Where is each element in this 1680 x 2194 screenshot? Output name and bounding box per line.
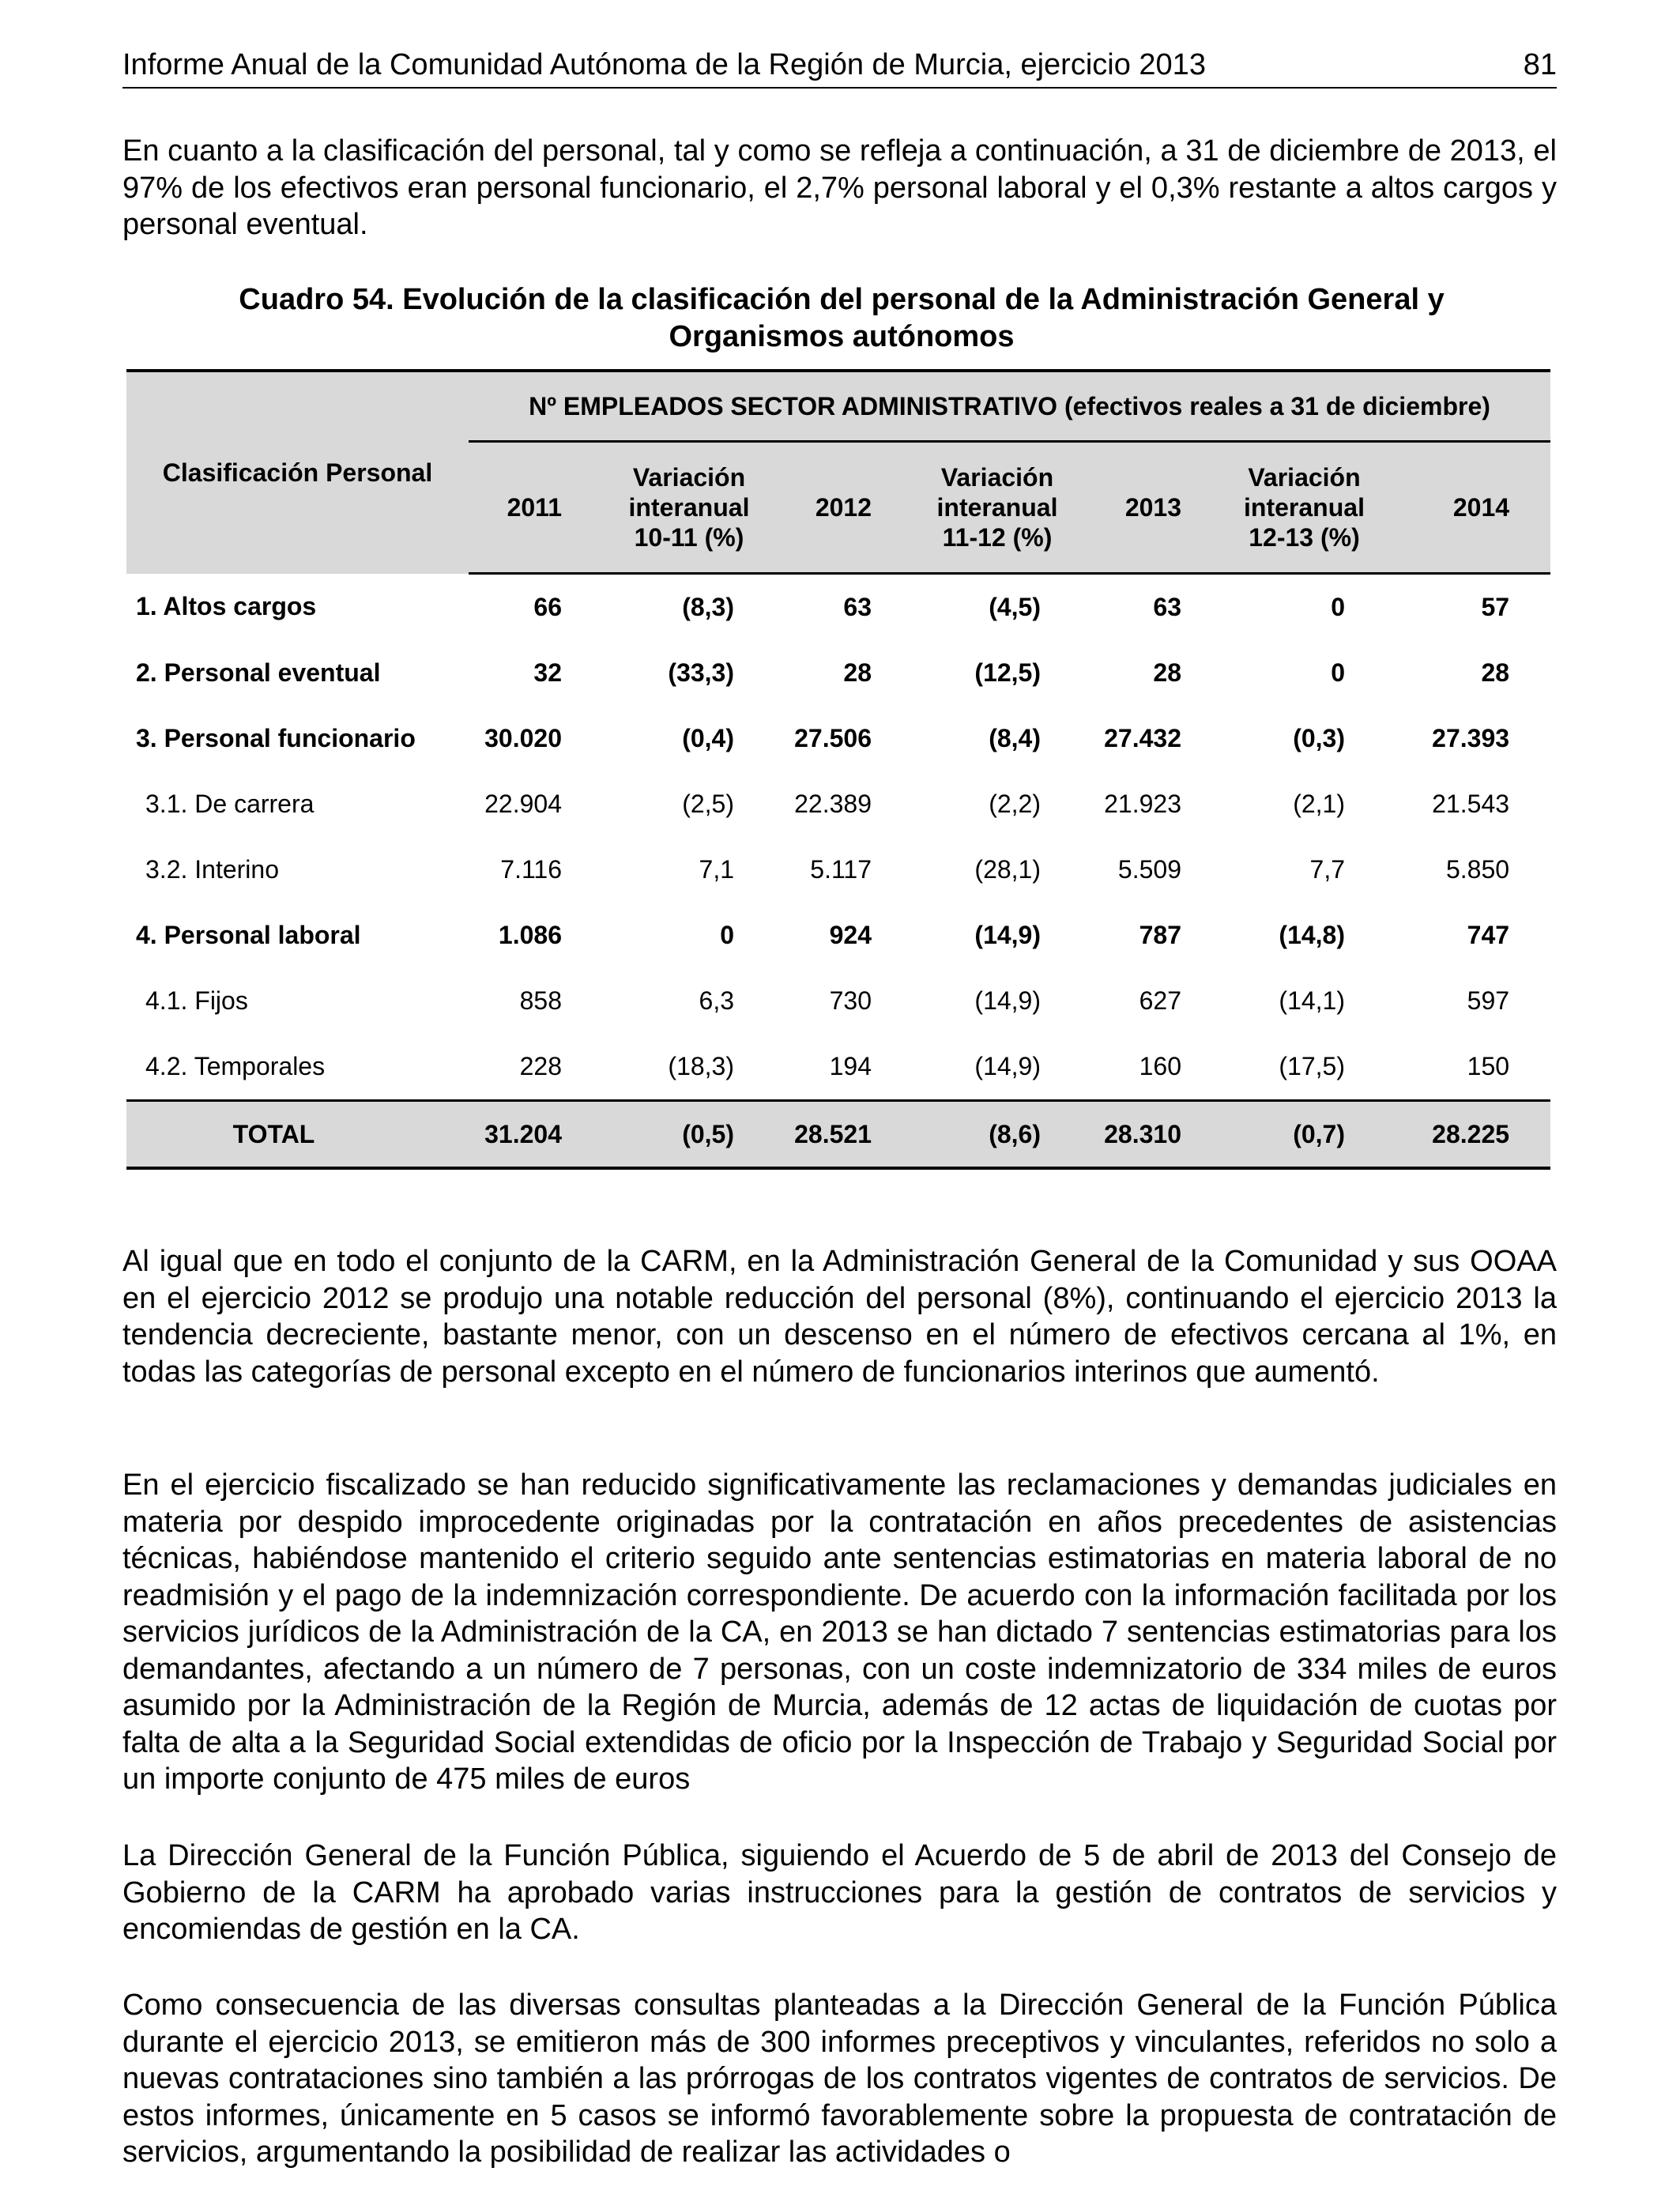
report-title: Informe Anual de la Comunidad Autónoma de la Región de Murcia, ejercicio 2013 [122, 48, 1206, 81]
intro-paragraph: En cuanto a la clasificación del personal, tal y como se refleja a continuación, a 31 de diciembre de 2013, el 97% de los efectivos eran personal funcionario, el 2,7% personal laboral y el 0,3% restante a altos cargos y personal eventual. [122, 134, 1557, 241]
row-header-label: Clasificación Personal [162, 458, 433, 487]
cell-var-11-12: (14,9) [974, 986, 1041, 1015]
row-label: 3.2. Interino [145, 855, 279, 884]
cell-var-12-13: (17,5) [1279, 1052, 1345, 1080]
cell-var-10-11: (18,3) [668, 1052, 734, 1080]
cell-var-10-11: (2,5) [682, 790, 734, 818]
total-2012: 28.521 [775, 1101, 913, 1169]
cell-2013: 21.923 [1104, 790, 1181, 818]
row-label: 3.1. De carrera [145, 790, 315, 818]
cell-var-10-11: (33,3) [668, 658, 734, 687]
var-header-line-2: interanual [628, 493, 750, 522]
cell-2011: 7.116 [500, 855, 562, 884]
column-header-2012: 2012 [775, 442, 913, 574]
row-label: 4.2. Temporales [145, 1052, 326, 1080]
cell-2013: 787 [1139, 921, 1181, 949]
table-title [126, 281, 1557, 356]
var-header-line-1: Variación [940, 463, 1054, 492]
table-row [126, 640, 1550, 706]
body-paragraph: La Dirección General de la Función Pública, siguiendo el Acuerdo de 5 de abril de 2013 del Consejo de Gobierno de la CARM ha aprobado varias instrucciones para la gestión de contratos de servicios y encomiendas de gestión en la CA. [122, 1839, 1557, 1946]
cell-2011: 228 [519, 1052, 562, 1080]
row-label: 1. Altos cargos [136, 592, 317, 621]
var-header-period: 10-11 (%) [634, 523, 744, 552]
row-label: 3. Personal funcionario [136, 724, 416, 752]
cell-var-10-11: 6,3 [699, 986, 734, 1015]
var-header-line-2: interanual [936, 493, 1058, 522]
cell-2012: 63 [843, 593, 872, 621]
column-header-2014: 2014 [1386, 442, 1550, 574]
page-number: 81 [1523, 48, 1557, 81]
cell-2013: 28 [1153, 658, 1181, 687]
cell-2013: 27.432 [1104, 724, 1181, 752]
cell-2012: 5.117 [810, 855, 872, 884]
cell-2011: 32 [533, 658, 562, 687]
cell-2011: 1.086 [498, 921, 562, 949]
cell-2014: 28 [1481, 658, 1510, 687]
cell-var-12-13: (2,1) [1293, 790, 1345, 818]
table-row [126, 903, 1550, 968]
cell-2014: 21.543 [1432, 790, 1510, 818]
column-header-var-10-11 [603, 442, 775, 574]
table-title-line-2: Organismos autónomos [669, 320, 1015, 353]
cell-2011: 66 [533, 593, 562, 621]
cell-var-11-12: (14,9) [974, 1052, 1041, 1080]
total-2014: 28.225 [1386, 1101, 1550, 1169]
cell-var-11-12: (28,1) [974, 855, 1041, 884]
row-label: 2. Personal eventual [136, 658, 381, 687]
cell-2013: 160 [1139, 1052, 1181, 1080]
cell-2012: 28 [843, 658, 872, 687]
table-row [126, 706, 1550, 771]
cell-2014: 597 [1467, 986, 1510, 1015]
total-label: TOTAL [126, 1101, 469, 1169]
cell-2014: 150 [1467, 1052, 1510, 1080]
cell-2013: 5.509 [1117, 855, 1181, 884]
table-row [126, 968, 1550, 1034]
cell-var-11-12: (8,4) [989, 724, 1041, 752]
cell-var-10-11: 7,1 [699, 855, 734, 884]
cell-var-10-11: 0 [720, 921, 734, 949]
table-row [126, 837, 1550, 903]
total-var-12-13: (0,7) [1222, 1101, 1386, 1169]
cell-2011: 22.904 [484, 790, 562, 818]
cell-2014: 5.850 [1445, 855, 1510, 884]
body-paragraph: Al igual que en todo el conjunto de la CARM, en la Administración General de la Comunidad y sus OOAA en el ejercicio 2012 se produjo una notable reducción del personal (8%), continuando el ejercicio 2013 la tendencia decreciente, bastante menor, con un descenso en el número de efectivos cercana al 1%, en todas las categorías de personal excepto en el número de funcionarios interinos que aumentó. [122, 1245, 1557, 1389]
var-header-period: 11-12 (%) [942, 523, 1053, 552]
cell-var-12-13: (14,1) [1279, 986, 1345, 1015]
body-paragraph: Como consecuencia de las diversas consultas planteadas a la Dirección General de la Función Pública durante el ejercicio 2013, se emitieron más de 300 informes preceptivos y vinculantes, referidos no solo a nuevas contrataciones sino también a las prórrogas de los contratos vigentes de contratos de servicios. De estos informes, únicamente en 5 casos se informó favorablemente sobre la propuesta de contratación de servicios, argumentando la posibilidad de realizar las actividades o [122, 1989, 1557, 2169]
cell-var-12-13: 0 [1331, 593, 1345, 621]
var-header-line-2: interanual [1244, 493, 1365, 522]
column-header-var-12-13 [1222, 442, 1386, 574]
var-header-line-1: Variación [632, 463, 746, 492]
table-title-line-1: Cuadro 54. Evolución de la clasificación del personal de la Administración General y [239, 283, 1445, 316]
cell-var-12-13: (0,3) [1293, 724, 1345, 752]
cell-var-11-12: (2,2) [989, 790, 1041, 818]
cell-2014: 57 [1481, 593, 1510, 621]
column-header-2011: 2011 [469, 442, 603, 574]
cell-2012: 924 [829, 921, 872, 949]
cell-2012: 27.506 [794, 724, 872, 752]
cell-2011: 30.020 [484, 724, 562, 752]
total-2013: 28.310 [1082, 1101, 1222, 1169]
cell-2013: 627 [1139, 986, 1181, 1015]
cell-var-12-13: (14,8) [1279, 921, 1345, 949]
running-header [122, 47, 1557, 89]
cell-var-11-12: (12,5) [974, 658, 1041, 687]
cell-var-12-13: 7,7 [1309, 855, 1345, 884]
personnel-table-container [126, 369, 1550, 1170]
table-total-row [126, 1101, 1550, 1169]
table-row [126, 771, 1550, 837]
cell-2012: 194 [829, 1052, 872, 1080]
group-header-label: Nº EMPLEADOS SECTOR ADMINISTRATIVO (efectivos reales a 31 de diciembre) [529, 391, 1490, 420]
group-header-cell [469, 371, 1550, 442]
cell-2014: 27.393 [1432, 724, 1510, 752]
table-row [126, 574, 1550, 641]
column-header-var-11-12 [913, 442, 1082, 574]
table-row [126, 1034, 1550, 1101]
body-paragraph: En el ejercicio fiscalizado se han reducido significativamente las reclamaciones y demandas judiciales en materia por despido improcedente originadas por la contratación en años precedentes de asistencias técnicas, habiéndose mantenido el criterio seguido ante sentencias estimatorias en materia laboral de no readmisión y el pago de la indemnización correspondiente. De acuerdo con la información facilitada por los servicios jurídicos de la Administración de la CA, en 2013 se han dictado 7 sentencias estimatorias para los demandantes, afectando a un número de 7 personas, con un coste indemnizatorio de 334 miles de euros asumido por la Administración de la Región de Murcia, además de 12 actas de liquidación de cuotas por falta de alta a la Seguridad Social extendidas de oficio por la Inspección de Trabajo y Seguridad Social por un importe conjunto de 475 miles de euros [122, 1468, 1557, 1796]
personnel-classification-table [126, 369, 1550, 1170]
cell-var-10-11: (0,4) [682, 724, 734, 752]
row-header-cell [126, 371, 469, 574]
var-header-period: 12-13 (%) [1249, 523, 1360, 552]
total-var-11-12: (8,6) [913, 1101, 1082, 1169]
cell-2013: 63 [1153, 593, 1181, 621]
cell-var-11-12: (14,9) [974, 921, 1041, 949]
cell-2011: 858 [519, 986, 562, 1015]
cell-var-10-11: (8,3) [682, 593, 734, 621]
cell-2014: 747 [1467, 921, 1510, 949]
cell-var-11-12: (4,5) [989, 593, 1041, 621]
total-2011: 31.204 [469, 1101, 603, 1169]
cell-2012: 730 [829, 986, 872, 1015]
table-header-row-group [126, 371, 1550, 442]
total-var-10-11: (0,5) [603, 1101, 775, 1169]
cell-var-12-13: 0 [1331, 658, 1345, 687]
row-label: 4.1. Fijos [145, 986, 248, 1015]
var-header-line-1: Variación [1248, 463, 1361, 492]
column-header-2013: 2013 [1082, 442, 1222, 574]
row-label: 4. Personal laboral [136, 921, 361, 949]
cell-2012: 22.389 [794, 790, 872, 818]
